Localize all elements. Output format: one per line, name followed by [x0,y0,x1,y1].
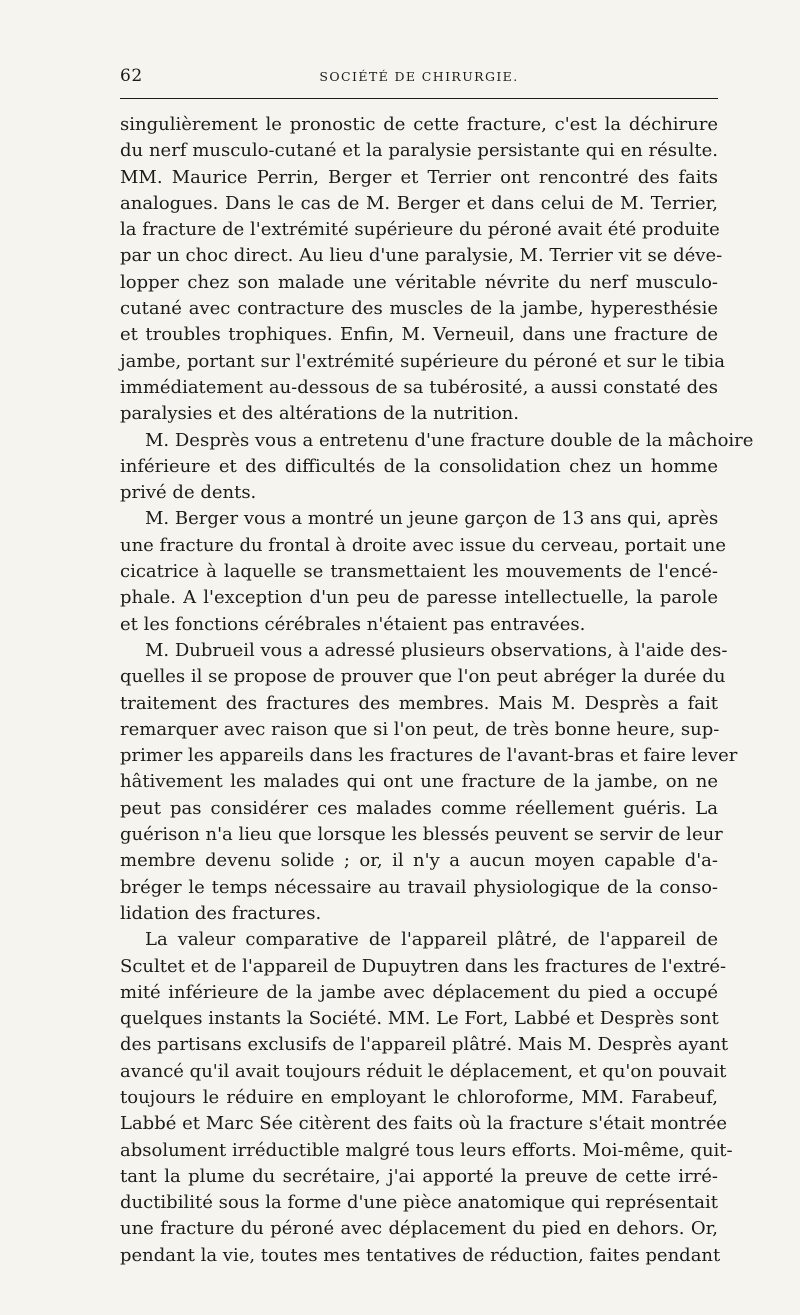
text-line: traitement des fractures des membres. Mais M. Desprès a fait [120,692,718,714]
text-line: MM. Maurice Perrin, Berger et Terrier ont rencontré des faits [120,166,718,188]
text-line: tant la plume du secrétaire, j'ai apporté la preuve de cette irré- [120,1165,718,1187]
text-line: des partisans exclusifs de l'appareil plâtré. Mais M. Desprès ayant [120,1034,729,1056]
text-line: jambe, portant sur l'extrémité supérieure du péroné et sur le tibia [120,350,725,372]
text-line: pendant la vie, toutes mes tentatives de réduction, faites pendant [120,1244,721,1266]
text-line: M. Dubrueil vous a adressé plusieurs observations, à l'aide des- [145,639,728,661]
text-line: La valeur comparative de l'appareil plâtré, de l'appareil de [145,929,718,951]
text-line: Scultet et de l'appareil de Dupuytren dans les fractures de l'extré- [120,955,727,977]
text-line: inférieure et des difficultés de la consolidation chez un homme [120,455,718,477]
text-line: cicatrice à laquelle se transmettaient les mouvements de l'encé- [120,561,718,583]
text-line: une fracture du frontal à droite avec issue du cerveau, portait une [120,534,726,556]
text-line: peut pas considérer ces malades comme réellement guéris. La [120,797,718,819]
text-line: et les fonctions cérébrales n'étaient pas entravées. [120,613,586,635]
text-line: analogues. Dans le cas de M. Berger et dans celui de M. Terrier, [120,192,718,214]
text-line: membre devenu solide ; or, il n'y a aucun moyen capable d'a- [120,850,718,872]
text-line: hâtivement les malades qui ont une fracture de la jambe, on ne [120,771,718,793]
text-line: primer les appareils dans les fractures de l'avant-bras et faire lever [120,745,738,767]
text-line: remarquer avec raison que si l'on peut, de très bonne heure, sup- [120,718,720,740]
page-number: 62 [120,66,143,86]
text-line: et troubles trophiques. Enfin, M. Verneuil, dans une fracture de [120,324,718,346]
text-line: M. Berger vous a montré un jeune garçon de 13 ans qui, après [145,508,719,530]
text-line: bréger le temps nécessaire au travail physiologique de la conso- [120,876,718,898]
text-line: mité inférieure de la jambe avec déplacement du pied a occupé [120,981,718,1003]
text-line: M. Desprès vous a entretenu d'une fracture double de la mâchoire [145,429,754,451]
text-line: une fracture du péroné avec déplacement du pied en dehors. Or, [120,1218,718,1240]
text-line: phale. A l'exception d'un peu de paresse intellectuelle, la parole [120,587,718,609]
text-line: absolument irréductible malgré tous leurs efforts. Moi-même, quit- [120,1139,733,1161]
text-line: du nerf musculo-cutané et la paralysie persistante qui en résulte. [120,140,718,162]
text-line: cutané avec contracture des muscles de la jambe, hyperesthésie [120,298,718,320]
text-line: singulièrement le pronostic de cette fracture, c'est la déchirure [120,114,718,135]
text-line: quelques instants la Société. MM. Le Fort, Labbé et Desprès sont [120,1008,719,1030]
text-line: Labbé et Marc Sée citèrent des faits où la fracture s'était montrée [120,1113,728,1135]
body-text [120,112,754,1269]
page-header [120,66,718,90]
running-title: SOCIÉTÉ DE CHIRURGIE. [319,69,519,84]
text-line: paralysies et des altérations de la nutrition. [120,403,519,425]
text-line: lopper chez son malade une véritable névrite du nerf musculo- [120,271,718,293]
text-line: la fracture de l'extrémité supérieure du péroné avait été produite [120,219,720,241]
header-rule [120,98,718,99]
text-line: lidation des fractures. [120,902,322,924]
text-line: avancé qu'il avait toujours réduit le déplacement, et qu'on pouvait [120,1060,727,1082]
text-line: guérison n'a lieu que lorsque les blessés peuvent se servir de leur [120,824,723,846]
text-line: quelles il se propose de prouver que l'on peut abréger la durée du [120,666,726,688]
text-line: immédiatement au-dessous de sa tubérosité, a aussi constaté des [120,376,718,398]
text-line: privé de dents. [120,482,257,504]
text-line: par un choc direct. Au lieu d'une paralysie, M. Terrier vit se déve- [120,245,723,267]
text-line: toujours le réduire en employant le chloroforme, MM. Farabeuf, [120,1086,718,1108]
text-line: ductibilité sous la forme d'une pièce anatomique qui représentait [120,1192,718,1214]
